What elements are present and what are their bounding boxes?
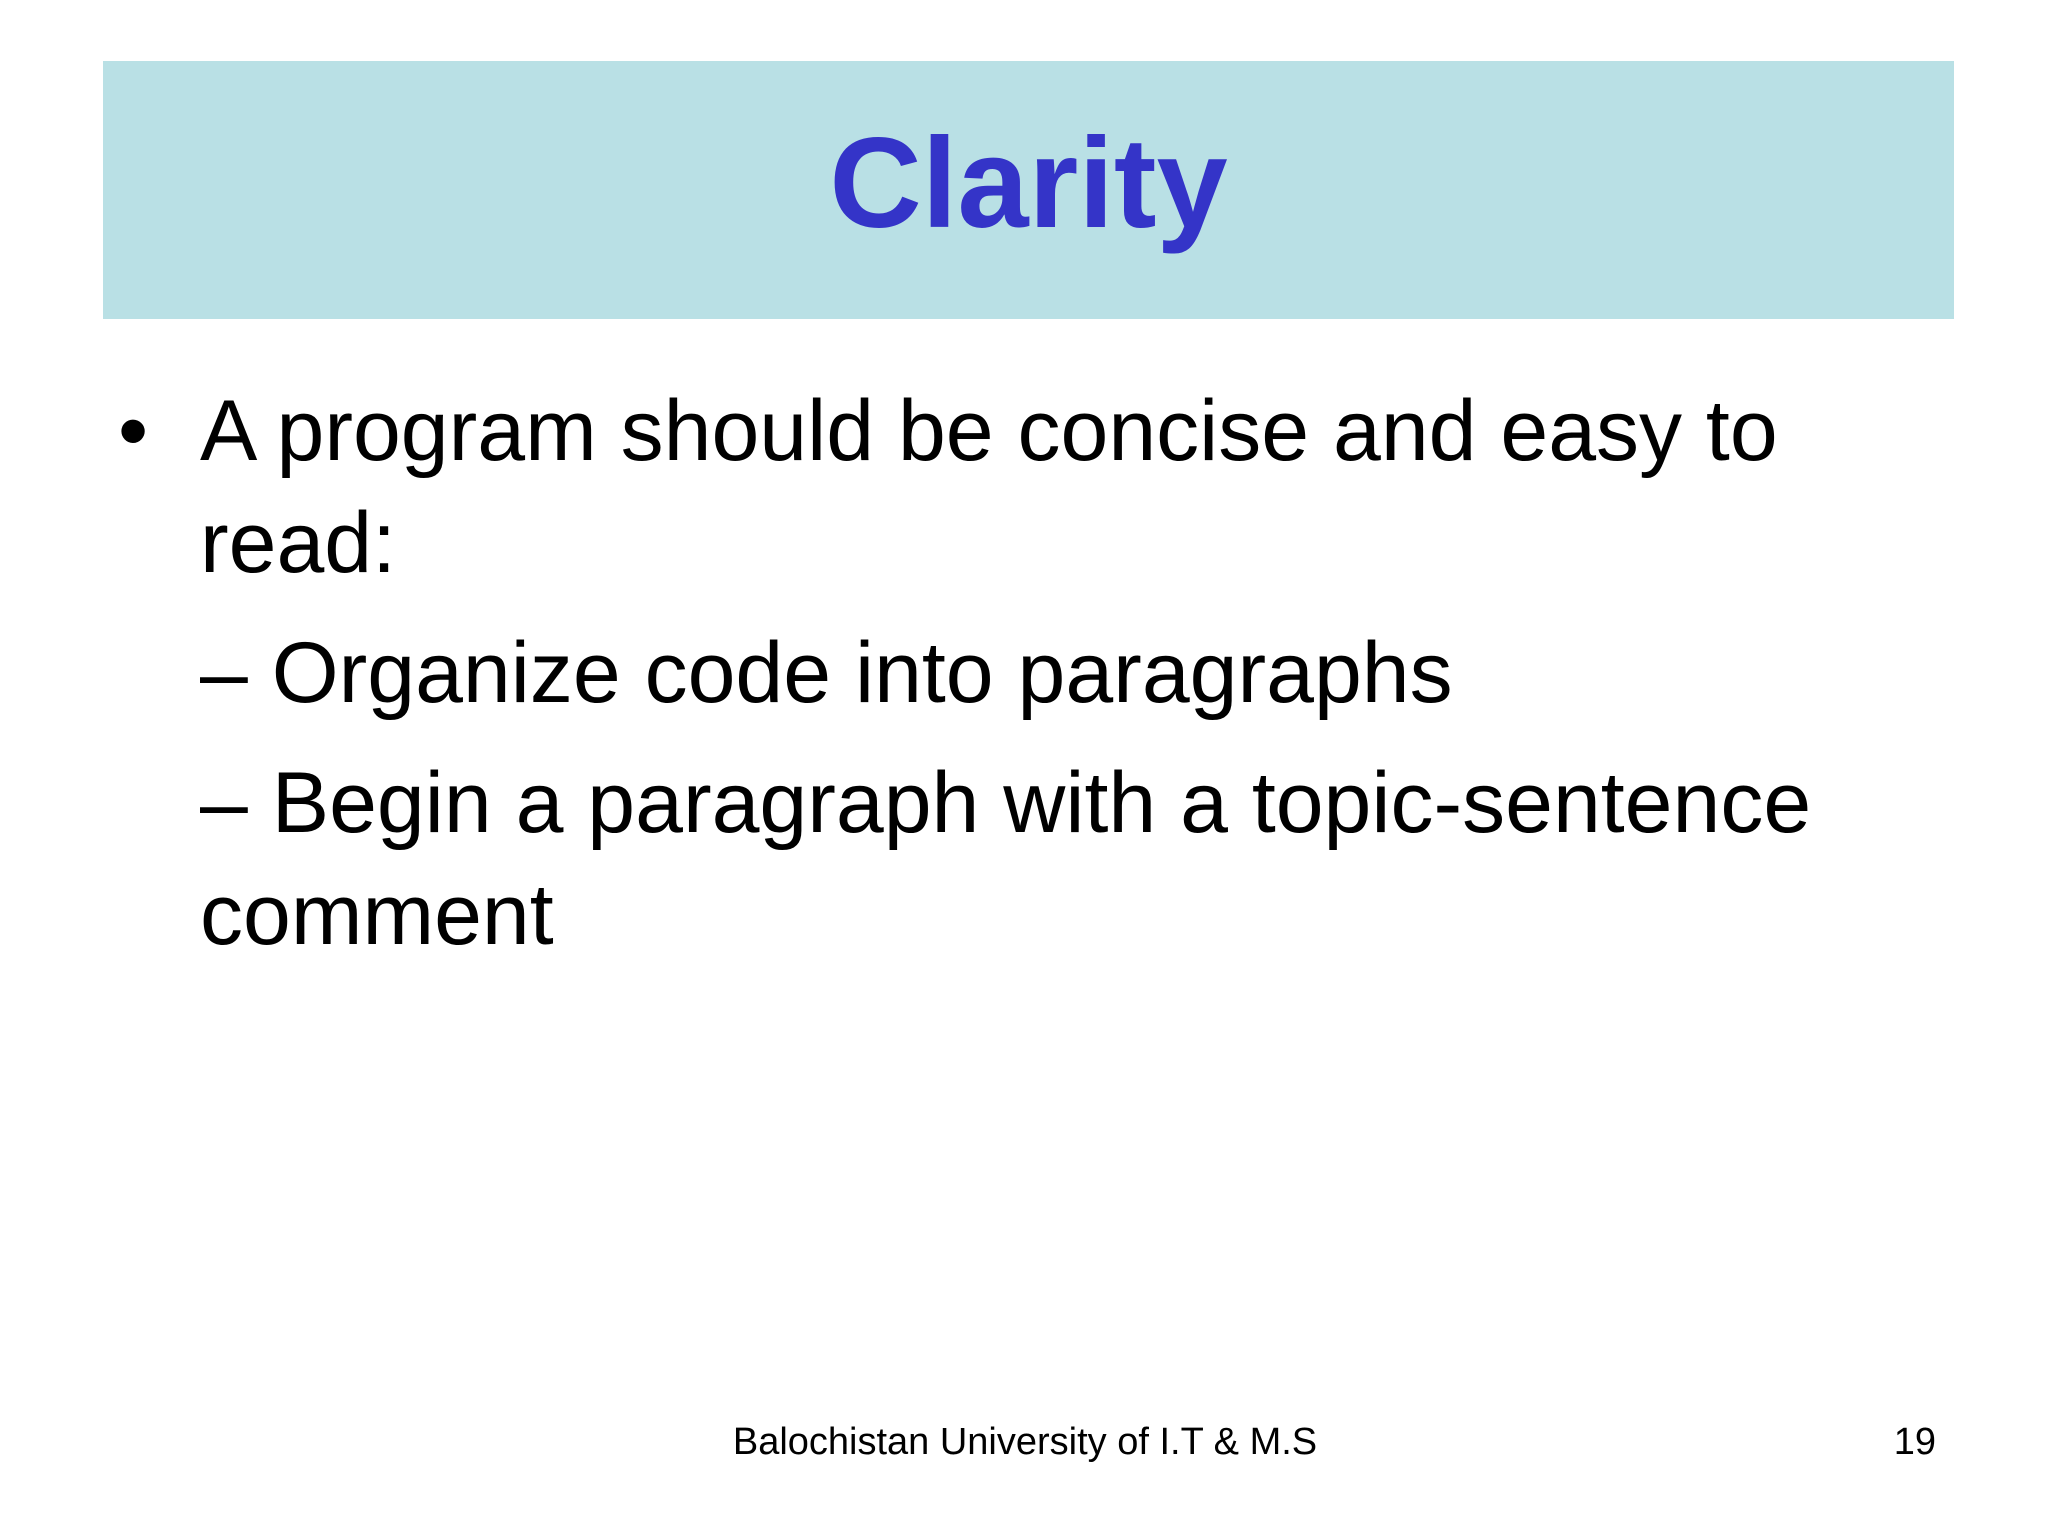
sub-bullet-text: Begin a paragraph with a topic-sentence comment	[200, 755, 1812, 963]
bullet-item	[118, 375, 1948, 599]
page-number: 19	[1893, 1421, 1936, 1463]
bullet-text: A program should be concise and easy to read:	[200, 383, 1778, 591]
sub-bullet-item	[200, 617, 1960, 729]
slide-body	[118, 375, 1948, 971]
bullet-marker: •	[118, 383, 149, 479]
sub-bullet-text: Organize code into paragraphs	[271, 625, 1453, 721]
sub-bullet-marker: –	[200, 755, 272, 851]
slide-title: Clarity	[829, 112, 1228, 255]
footer-institution: Balochistan University of I.T & M.S	[732, 1421, 1318, 1463]
sub-bullet-item	[200, 747, 1960, 971]
title-band	[103, 61, 1954, 319]
sub-bullet-marker: –	[200, 625, 272, 721]
